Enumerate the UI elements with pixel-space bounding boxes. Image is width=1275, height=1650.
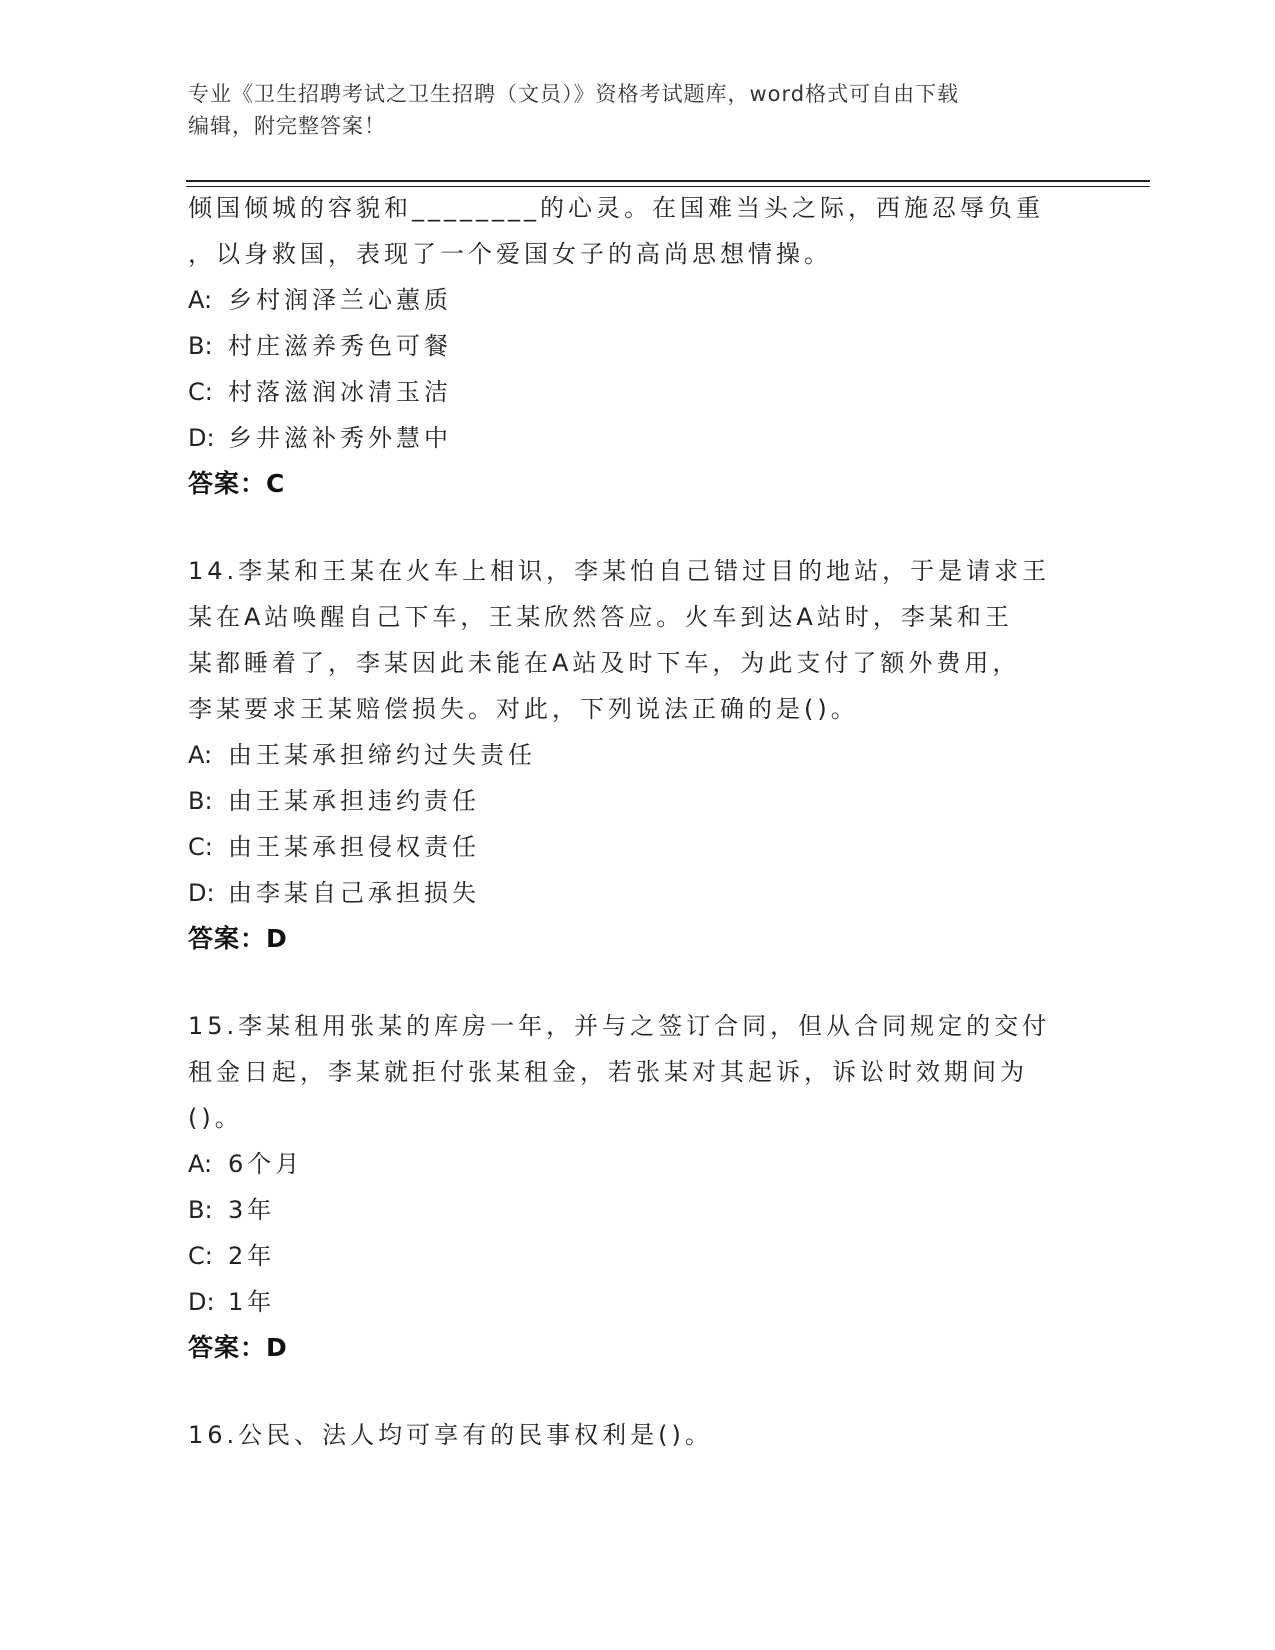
question-text-line: ，以身救国，表现了一个爱国女子的高尚思想情操。 <box>188 240 832 268</box>
option-text: 由王某承担违约责任 <box>228 787 480 815</box>
option-b <box>188 330 452 362</box>
option-text: 2年 <box>228 1242 276 1270</box>
answer: 答案：C <box>188 469 286 498</box>
question-text-line: 租金日起，李某就拒付张某租金，若张某对其起诉，诉讼时效期间为 <box>188 1058 1028 1086</box>
header-line-2: 编辑，附完整答案！ <box>188 114 386 138</box>
option-text: 村落滋润冰清玉洁 <box>228 378 452 406</box>
option-letter: D: <box>188 879 215 907</box>
option-text: 由王某承担缔约过失责任 <box>228 741 536 769</box>
option-text: 乡井滋补秀外慧中 <box>228 424 452 452</box>
option-text: 由李某自己承担损失 <box>228 879 480 907</box>
option-c <box>188 831 480 863</box>
option-d <box>188 1286 275 1318</box>
question-text-line: 16.公民、法人均可享有的民事权利是()。 <box>188 1421 713 1449</box>
option-letter: B: <box>188 787 213 815</box>
option-letter: B: <box>188 1196 213 1224</box>
option-a <box>188 739 536 771</box>
option-letter: D: <box>188 1288 215 1316</box>
option-a <box>188 1148 303 1180</box>
option-letter: A: <box>188 286 213 314</box>
header-divider-thin <box>186 186 1150 187</box>
option-letter: B: <box>188 332 213 360</box>
question-text-line: 某在A站唤醒自己下车，王某欣然答应。火车到达A站时，李某和王 <box>188 603 1013 631</box>
option-b <box>188 1194 275 1226</box>
option-text: 3年 <box>228 1196 276 1224</box>
option-letter: D: <box>188 424 215 452</box>
option-c <box>188 376 452 408</box>
option-text: 由王某承担侵权责任 <box>228 833 480 861</box>
question-text-line: 14.李某和王某在火车上相识，李某怕自己错过目的地站，于是请求王 <box>188 557 1051 585</box>
option-letter: C: <box>188 378 213 406</box>
option-text: 1年 <box>228 1288 276 1316</box>
option-text: 村庄滋养秀色可餐 <box>228 332 452 360</box>
option-d <box>188 877 480 909</box>
option-b <box>188 785 480 817</box>
option-d <box>188 422 452 454</box>
document-header <box>188 78 1088 142</box>
header-divider-thick <box>186 180 1150 182</box>
option-c <box>188 1240 275 1272</box>
question-text-line: 倾国倾城的容貌和________的心灵。在国难当头之际，西施忍辱负重 <box>188 194 1044 222</box>
question-text-line: 李某要求王某赔偿损失。对此，下列说法正确的是()。 <box>188 695 859 723</box>
option-text: 乡村润泽兰心蕙质 <box>228 286 452 314</box>
option-letter: A: <box>188 741 213 769</box>
option-text: 6个月 <box>228 1150 304 1178</box>
option-letter: A: <box>188 1150 213 1178</box>
answer: 答案：D <box>188 924 288 953</box>
option-a <box>188 284 452 316</box>
header-line-1: 专业《卫生招聘考试之卫生招聘（文员）》资格考试题库，word格式可自由下载 <box>188 82 960 106</box>
answer: 答案：D <box>188 1333 288 1362</box>
question-text-line: ()。 <box>188 1104 243 1132</box>
question-text-line: 15.李某租用张某的库房一年，并与之签订合同，但从合同规定的交付 <box>188 1012 1051 1040</box>
question-text-line: 某都睡着了，李某因此未能在A站及时下车，为此支付了额外费用， <box>188 649 1021 677</box>
option-letter: C: <box>188 1242 213 1270</box>
option-letter: C: <box>188 833 213 861</box>
